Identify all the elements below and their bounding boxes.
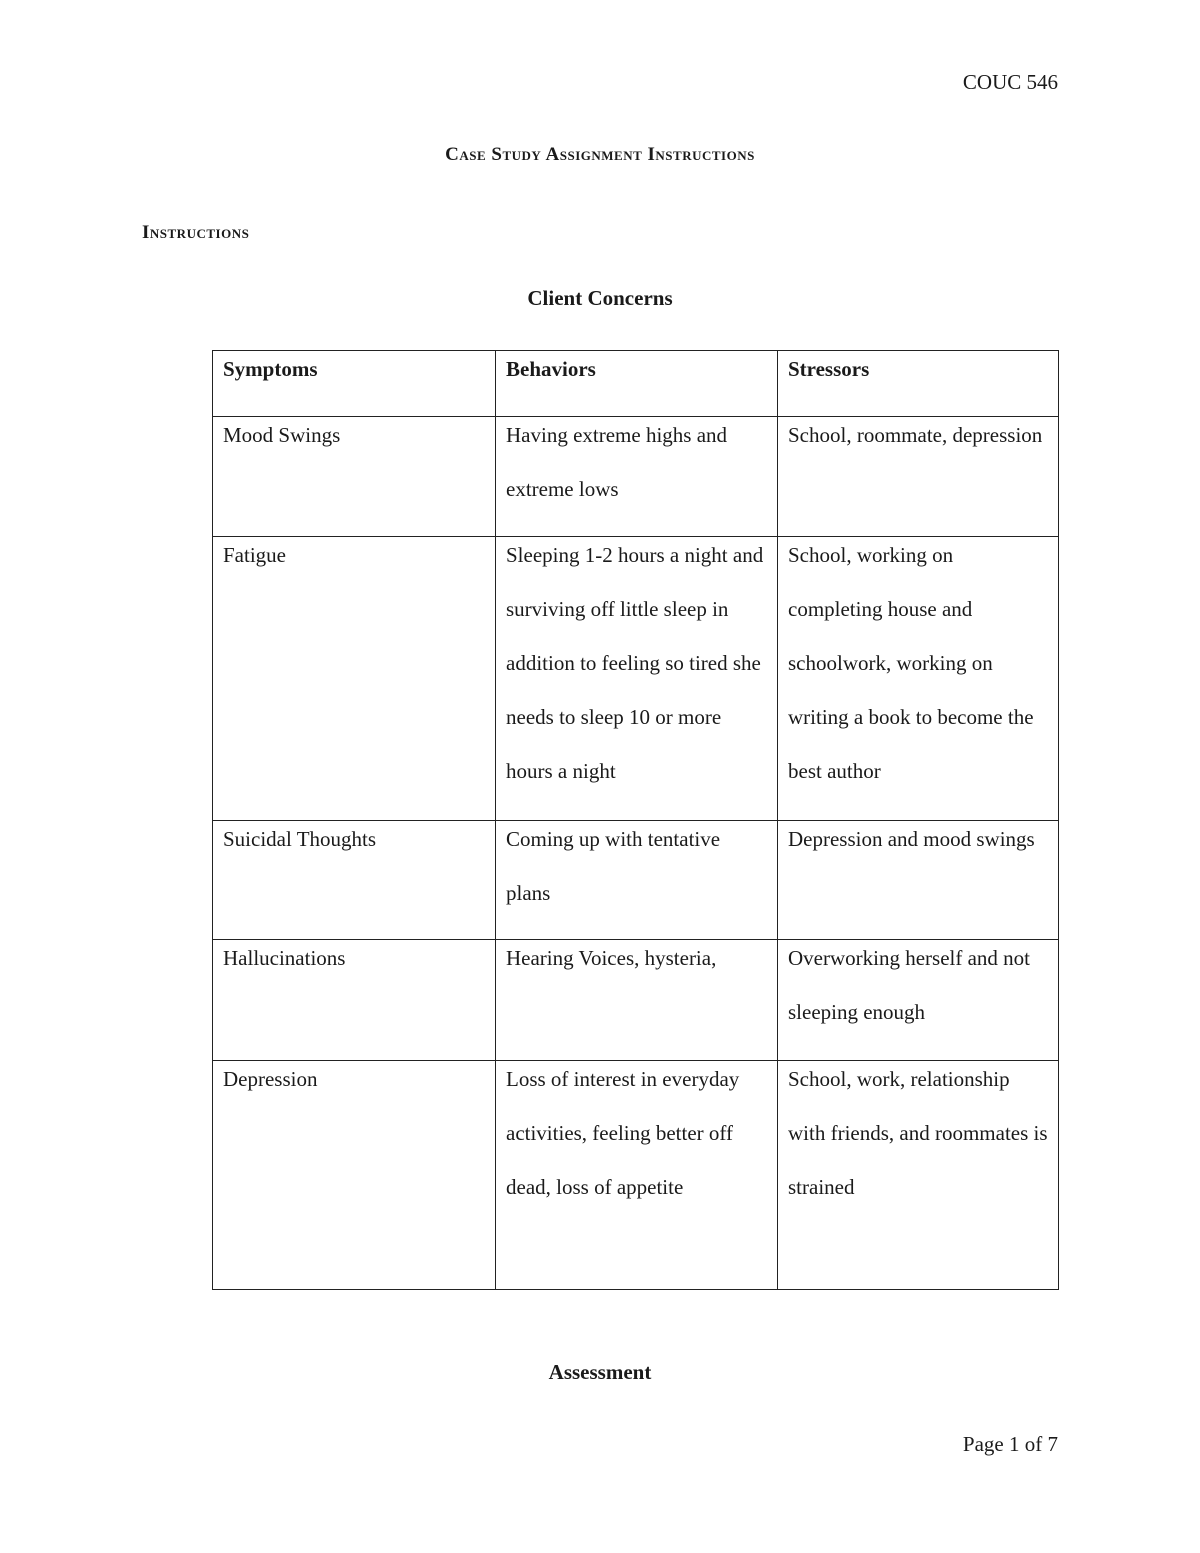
section-heading-assessment: Assessment (548, 1360, 652, 1384)
cell-text: Depression and mood swings (788, 827, 1035, 851)
table-row (213, 417, 1059, 537)
cell-text: Loss of interest in everyday activities, feeling better off dead, loss of appetite (506, 1067, 740, 1199)
page-number: Page 1 of 7 (962, 1432, 1058, 1456)
cell-text: Sleeping 1-2 hours a night and surviving off little sleep in addition to feeling so tired she needs to sleep 10 or more hours a night (506, 543, 764, 783)
table-cell-stressor (778, 940, 1059, 1061)
cell-text: School, working on completing house and schoolwork, working on writing a book to become the best author (788, 543, 1034, 783)
cell-text: Mood Swings (223, 423, 341, 447)
table-cell-symptom (213, 940, 496, 1061)
section-heading-instructions: Instructions (142, 222, 250, 243)
table-cell-symptom (213, 821, 496, 940)
table-cell-stressor (778, 1061, 1059, 1290)
table-row (213, 537, 1059, 821)
column-header-behaviors: Behaviors (496, 351, 778, 417)
cell-text: Overworking herself and not sleeping enough (788, 946, 1031, 1024)
table-cell-stressor (778, 537, 1059, 821)
table-cell-behavior (496, 417, 778, 537)
cell-text: Fatigue (223, 543, 286, 567)
cell-text: Coming up with tentative plans (506, 827, 721, 905)
header-course-code: COUC 546 (962, 70, 1058, 94)
table-cell-stressor (778, 417, 1059, 537)
client-concerns-table (212, 350, 1059, 1290)
table-cell-symptom (213, 417, 496, 537)
document-title: Case Study Assignment Instructions (445, 144, 755, 165)
table-cell-behavior (496, 940, 778, 1061)
table-cell-behavior (496, 1061, 778, 1290)
cell-text: Having extreme highs and extreme lows (506, 423, 728, 501)
table-caption: Client Concerns (527, 286, 673, 310)
cell-text: Hallucinations (223, 946, 346, 970)
table-cell-stressor (778, 821, 1059, 940)
table-row (213, 940, 1059, 1061)
table-cell-symptom (213, 537, 496, 821)
table-header-row (213, 351, 1059, 417)
cell-text: Suicidal Thoughts (223, 827, 377, 851)
column-header-symptoms: Symptoms (213, 351, 496, 417)
table-cell-behavior (496, 821, 778, 940)
table-row (213, 1061, 1059, 1290)
table-cell-symptom (213, 1061, 496, 1290)
cell-text: Hearing Voices, hysteria, (506, 946, 717, 970)
cell-text: School, work, relationship with friends, and roommates is strained (788, 1067, 1048, 1199)
cell-text: School, roommate, depression (788, 423, 1043, 447)
column-header-stressors: Stressors (778, 351, 1059, 417)
cell-text: Depression (223, 1067, 318, 1091)
table-cell-behavior (496, 537, 778, 821)
table-row (213, 821, 1059, 940)
